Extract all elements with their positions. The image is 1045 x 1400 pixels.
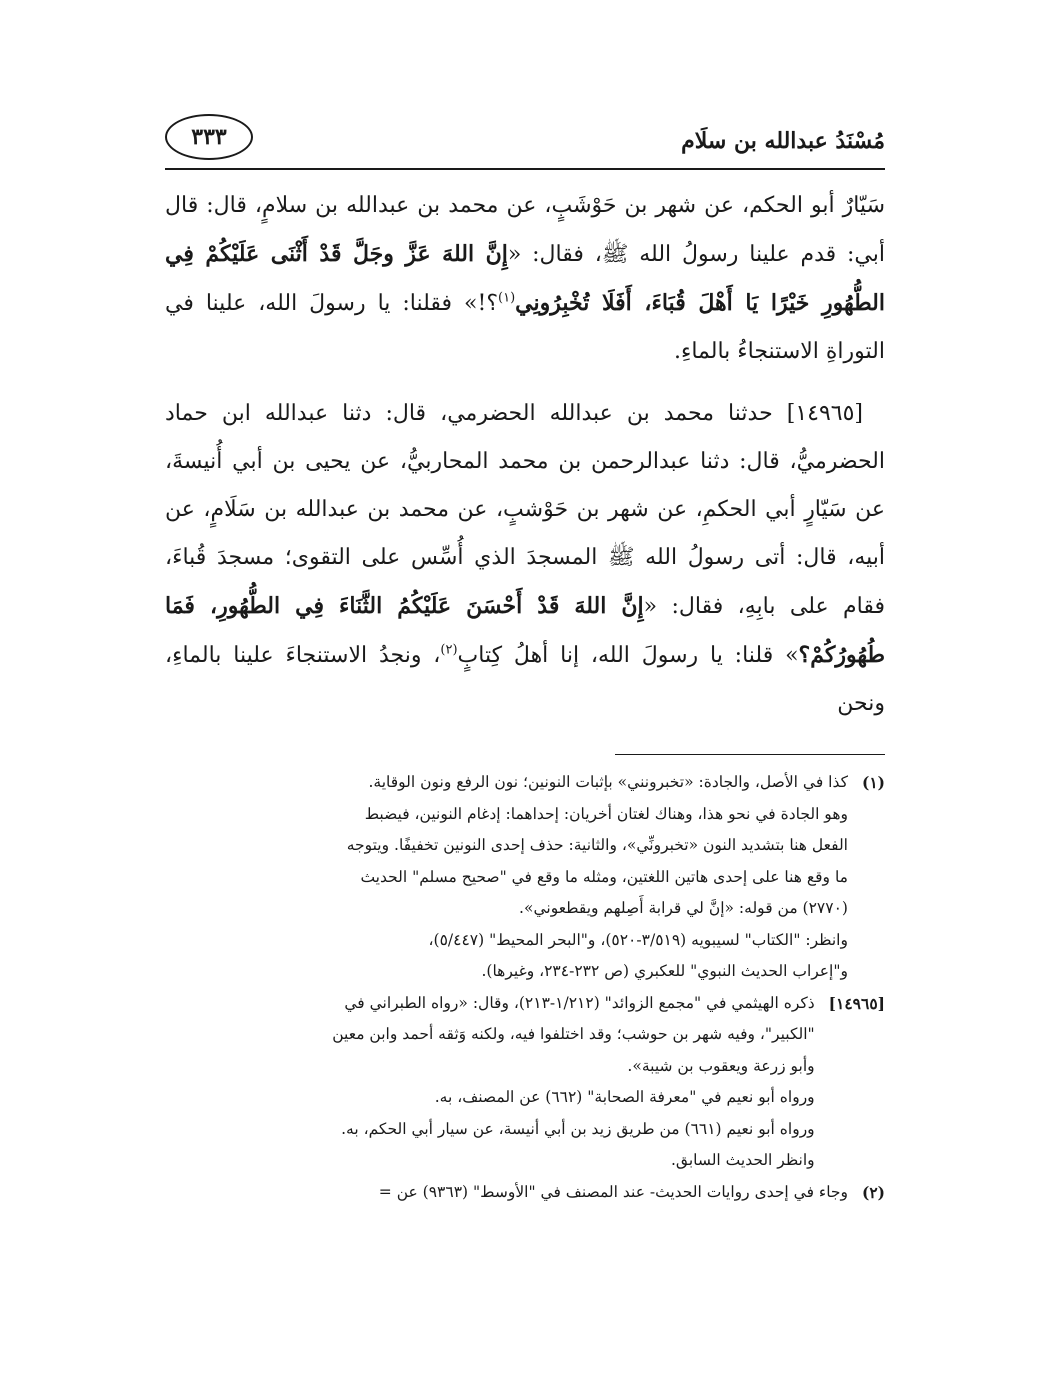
- footnote-line: وأبو زرعة ويعقوب بن شيبة».: [627, 1056, 815, 1075]
- paragraph-2-text-a: حدثنا محمد بن عبدالله الحضرمي، قال: دثنا عبدالله ابن حماد الحضرميُّ، قال: دثنا عبدالرحمن بن محمد المحاربيُّ، عن يحيى بن أبي أُنيسةَ، عن سَيّارٍ أبي الحكمِ، عن شهر بن حَوْشبٍ، عن محمد بن عبدالله بن سَلَامٍ، عن أبيه، قال: أتى رسولُ الله ﷺ المسجدَ الذي أُسِّس على التقوى؛ مسجدَ قُباءَ، فقام على بابِهِ، فقال: «: [165, 401, 885, 619]
- hadith-number: [١٤٩٦٥]: [786, 401, 863, 426]
- paragraph-1-text-b: ؟!» فقلنا: يا رسولَ الله، علينا في التوراةِ الاستنجاءُ بالماءِ.: [165, 291, 885, 364]
- footnote-ref-1[interactable]: (١): [498, 290, 516, 306]
- paragraph-2: [165, 390, 885, 728]
- page: [165, 108, 885, 1208]
- page-number-badge: [165, 114, 253, 160]
- footnote-line: و"إعراب الحديث النبوي" للعكبري (ص ٢٣٢-٢٣٤، وغيرها).: [481, 962, 848, 980]
- footnote-body: [165, 1177, 848, 1209]
- footnote-hadith-14965: [165, 988, 885, 1177]
- footnote-line: "الكبير"، وفيه شهر بن حوشب؛ وقد اختلفوا فيه، ولكنه وَثقه أحمد وابن معين: [332, 1025, 815, 1043]
- footnote-line: وانظر: "الكتاب" لسيبويه (٣/٥١٩-٥٢٠)، و"البحر المحيط" (٥/٤٤٧)،: [428, 930, 848, 949]
- footnote-line: ورواه أبو نعيم (٦٦١) من طريق زيد بن أبي أنيسة، عن سيار أبي الحكم، به.: [341, 1119, 815, 1138]
- footnote-line: (٢٧٧٠) من قوله: «إنَّ لي قرابة أَصِلهم ويقطعوني».: [519, 899, 848, 917]
- footnote-body: [165, 767, 848, 988]
- footnote-line: ورواه أبو نعيم في "معرفة الصحابة" (٦٦٢) عن المصنف، به.: [434, 1088, 815, 1106]
- footnote-marker: [١٤٩٦٥]: [828, 993, 885, 1013]
- page-number: ٣٣٣: [191, 124, 227, 150]
- paragraph-2-text-b: » قلنا: يا رسولَ الله، إنا أهلُ كِتابٍ: [457, 643, 799, 668]
- footnote-line: وانظر الحديث السابق.: [670, 1151, 815, 1169]
- hadith-quote-2: إِنَّ اللهَ قَدْ أَحْسَنَ عَلَيْكُمُ الثَّنَاءَ فِي الطُّهُورِ، فَمَا طُهُورُكُمْ؟: [165, 593, 885, 668]
- footnote-1: [165, 767, 885, 988]
- main-text: [165, 182, 885, 728]
- paragraph-2-text-c: ، ونجدُ الاستنجاءَ علينا بالماءِ، ونحن: [165, 643, 885, 716]
- paragraph-1: [165, 182, 885, 376]
- footnote-separator: [615, 754, 885, 755]
- footnote-line: كذا في الأصل، والجادة: «تخبرونني» بإثبات النونين؛ نون الرفع ونون الوقاية.: [368, 773, 848, 791]
- footnote-line: وجاء في إحدى روايات الحديث- عند المصنف في "الأوسط" (٩٣٦٣) عن =: [378, 1182, 848, 1201]
- header-rule: [165, 168, 885, 170]
- footnote-body: [165, 988, 815, 1177]
- running-title: مُسْنَدُ عبدالله بن سلَام: [681, 128, 885, 154]
- paragraph-1-text-a: سَيّارٌ أبو الحكم، عن شهر بن حَوْشَبٍ، عن محمد بن عبدالله بن سلامٍ، قال: قال أبي: قدم علينا رسولُ الله ﷺ، فقال: «: [165, 193, 885, 267]
- footnote-line: وهو الجادة في نحو هذا، وهناك لغتان أخريان: إحداهما: إدغام النونين، فيضبط: [364, 804, 848, 823]
- footnote-ref-2[interactable]: (٢): [440, 642, 458, 658]
- footnote-line: ما وقع هنا على إحدى هاتين اللغتين، ومثله ما وقع في "صحيح مسلم" الحديث: [360, 867, 848, 886]
- footnotes: [165, 767, 885, 1208]
- footnote-marker: (١): [861, 773, 885, 792]
- page-header: [165, 108, 885, 170]
- footnote-line: الفعل هنا بتشديد النون «تخبرونِّي»، والثانية: حذف إحدى النونين تخفيفًا. ويتوجه: [346, 836, 848, 854]
- footnote-2: [165, 1177, 885, 1209]
- footnote-line: ذكره الهيثمي في "مجمع الزوائد" (١/٢١٢-٢١٣)، وقال: «رواه الطبراني في: [344, 993, 815, 1012]
- footnote-marker: (٢): [861, 1182, 885, 1202]
- hadith-quote-1: إِنَّ اللهَ عَزَّ وجَلَّ قَدْ أَثْنَى عَلَيْكُمْ فِي الطُّهُورِ خَيْرًا يَا أَهْلَ قُبَاءَ، أَفَلَا تُخْبِرُونِي: [165, 241, 885, 316]
